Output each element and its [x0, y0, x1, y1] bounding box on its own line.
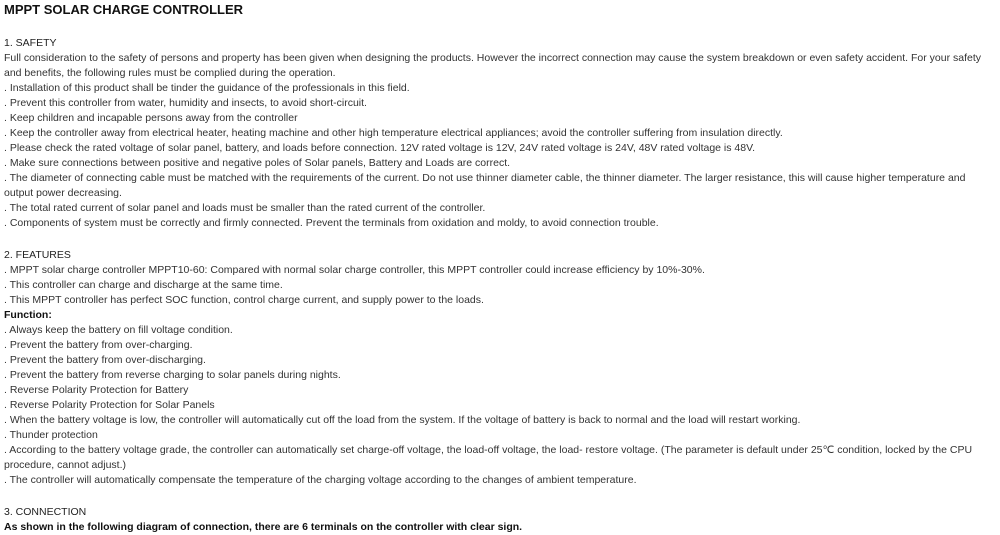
features-heading: 2. FEATURES	[4, 249, 71, 261]
function-heading: Function:	[4, 309, 52, 321]
safety-item: . Prevent this controller from water, humidity and insects, to avoid short-circuit.	[4, 97, 367, 109]
function-item: . Prevent the battery from reverse charging to solar panels during nights.	[4, 369, 341, 381]
safety-item: . The diameter of connecting cable must be matched with the requirements of the current. Do not use thinner diameter cable, the thinner diameter. The larger resistance, this will cause higher temperature and output power decreasing.	[4, 172, 966, 199]
safety-item: . Components of system must be correctly and firmly connected. Prevent the terminals from oxidation and moldy, to avoid connection trouble.	[4, 217, 659, 229]
function-item: . Prevent the battery from over-discharging.	[4, 354, 206, 366]
function-item: . When the battery voltage is low, the controller will automatically cut off the load from the system. If the voltage of battery is back to normal and the load will restart working.	[4, 414, 801, 426]
function-item: . Reverse Polarity Protection for Solar Panels	[4, 399, 215, 411]
connection-heading: 3. CONNECTION	[4, 506, 87, 518]
function-item: . Prevent the battery from over-charging.	[4, 339, 193, 351]
feature-item: . MPPT solar charge controller MPPT10-60: Compared with normal solar charge controller, this MPPT controller could increase efficiency by 10%-30%.	[4, 264, 705, 276]
safety-item: . Make sure connections between positive and negative poles of Solar panels, Battery and Loads are correct.	[4, 157, 511, 169]
safety-item: . Installation of this product shall be tinder the guidance of the professionals in this field.	[4, 82, 410, 94]
safety-intro: Full consideration to the safety of persons and property has been given when designing the products. However the incorrect connection may cause the system breakdown or even safety accident. For your safety and benefits, the following rules must be complied during the operation.	[4, 52, 982, 79]
function-item: . The controller will automatically compensate the temperature of the charging voltage according to the changes of ambient temperature.	[4, 474, 637, 486]
connection-text: As shown in the following diagram of connection, there are 6 terminals on the controller with clear sign.	[4, 521, 523, 533]
safety-item: . Keep the controller away from electrical heater, heating machine and other high temperature electrical appliances; avoid the controller suffering from insulation directly.	[4, 127, 783, 139]
safety-heading: 1. SAFETY	[4, 37, 57, 49]
page-title: MPPT SOLAR CHARGE CONTROLLER	[4, 2, 244, 17]
safety-item: . The total rated current of solar panel and loads must be smaller than the rated current of the controller.	[4, 202, 486, 214]
function-item: . According to the battery voltage grade, the controller can automatically set charge-off voltage, the load-off voltage, the load- restore voltage. (The parameter is default under 25℃ condition, locked by the CPU procedure, cannot adjust.)	[4, 444, 973, 471]
function-item: . Always keep the battery on fill voltage condition.	[4, 324, 233, 336]
safety-item: . Please check the rated voltage of solar panel, battery, and loads before connection. 12V rated voltage is 12V, 24V rated voltage is 24V, 48V rated voltage is 48V.	[4, 142, 756, 154]
feature-item: . This controller can charge and discharge at the same time.	[4, 279, 283, 291]
safety-item: . Keep children and incapable persons away from the controller	[4, 112, 298, 124]
feature-item: . This MPPT controller has perfect SOC function, control charge current, and supply power to the loads.	[4, 294, 484, 306]
function-item: . Reverse Polarity Protection for Battery	[4, 384, 189, 396]
function-item: . Thunder protection	[4, 429, 98, 441]
document	[4, 0, 996, 535]
